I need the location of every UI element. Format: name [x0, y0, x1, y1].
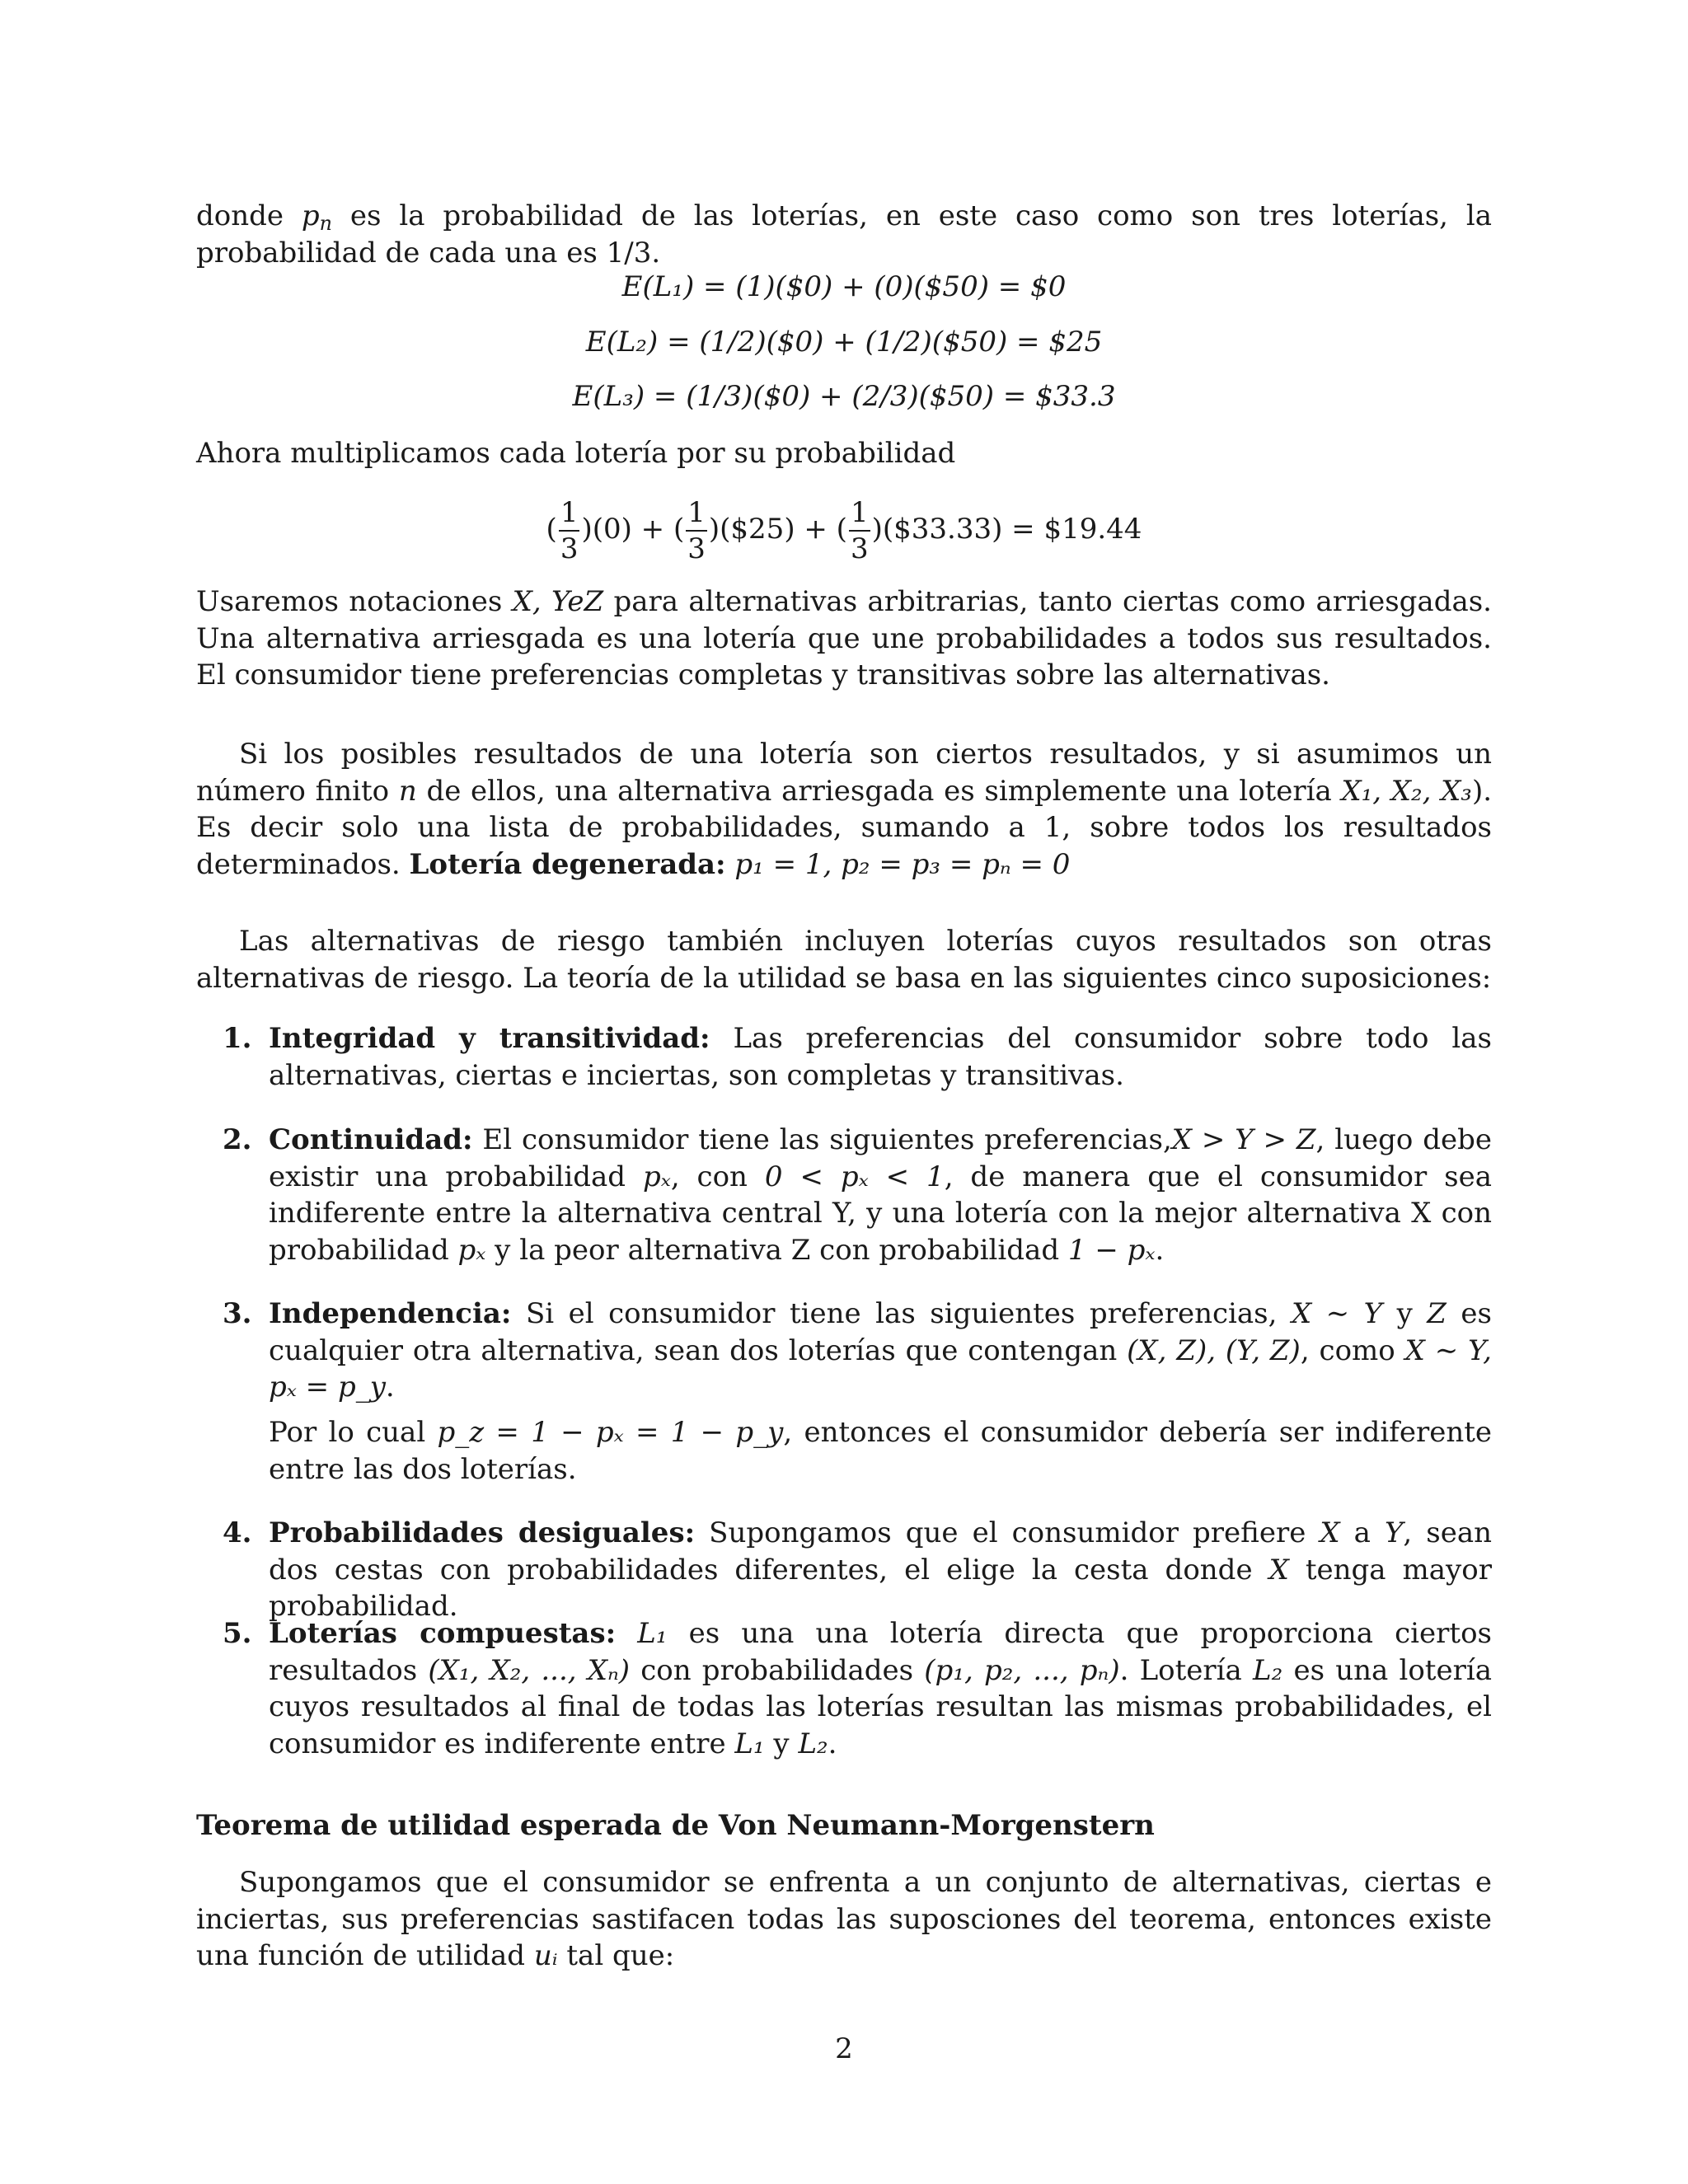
math-var: n — [398, 774, 417, 808]
section-heading: Teorema de utilidad esperada de Von Neumann-Morgenstern — [196, 1809, 1155, 1842]
equation-l1: E(L₁) = (1)($0) + (0)($50) = $0 — [621, 270, 1067, 303]
list-item-independence-continued: Por lo cual p_z = 1 − pₓ = 1 − p_y, entonces el consumidor debería ser indiferente entre las dos loterías. — [269, 1416, 1492, 1486]
math-formula: p₁ = 1, p₂ = p₃ = pₙ = 0 — [734, 847, 1071, 881]
math-var: X, YeZ — [512, 585, 604, 618]
multiply-paragraph: Ahora multiplicamos cada lotería por su probabilidad — [196, 437, 956, 470]
text-span: es la probabilidad de las loterías, en este caso como son tres loterías, la probabilidad de cada una es 1/3. — [196, 199, 1493, 269]
equation-l3: E(L₃) = (1/3)($0) + (2/3)($50) = $33.3 — [572, 380, 1116, 413]
risk-paragraph: Las alternativas de riesgo también incluyen loterías cuyos resultados son otras alternativas de riesgo. La teoría de la utilidad se basa en las siguientes cinco suposiciones: — [196, 925, 1492, 995]
text-span: donde — [196, 199, 302, 232]
fraction: $\frac{1}{3}$ — [850, 496, 869, 565]
math-var: X₁, X₂, X₃ — [1341, 774, 1472, 808]
math-var: $p_n$ — [301, 199, 332, 235]
intro-paragraph — [196, 198, 1492, 271]
bold-term: Lotería degenerada: — [409, 847, 726, 881]
weighted-sum-equation: ( $\frac{1}{3}$ )(0) + ( $\frac{1}{3}$ )($25) + ( $\frac{1}{3}$ )($33.33) = $19.44 — [546, 496, 1142, 565]
fraction: $\frac{1}{3}$ — [687, 496, 706, 565]
page-number: 2 — [835, 2032, 853, 2065]
equation-l2: E(L₂) = (1/2)($0) + (1/2)($50) = $25 — [585, 326, 1103, 359]
notation-paragraph: Usaremos notaciones X, YeZ para alternativas arbitrarias, tanto ciertas como arriesgadas. Una alternativa arriesgada es una lotería que une probabilidades a todos sus resultados. El consumidor tiene preferencias completas y transitivas sobre las alternativas. — [196, 585, 1492, 691]
list-item-unequal-probabilities: 4. Probabilidades desiguales: Supongamos que el consumidor prefiere X a Y, sean dos cestas con probabilidades diferentes, el elige la cesta donde X tenga mayor probabilidad. — [223, 1516, 1492, 1623]
math-var: uᵢ — [533, 1939, 558, 1972]
outcomes-paragraph: Si los posibles resultados de una lotería son ciertos resultados, y si asumimos un número finito n de ellos, una alternativa arriesgada es simplemente una lotería X₁, X₂, X₃). Es decir solo una lista de probabilidades, sumando a 1, sobre todos los resultados determinados. Lotería degenerada: p₁ = 1, p₂ = p₃ = pₙ = 0 — [196, 738, 1493, 881]
list-item-independence: 3. Independencia: Si el consumidor tiene las siguientes preferencias, X ∼ Y y Z es cualquier otra alternativa, sean dos loterías que contengan (X, Z), (Y, Z), como X ∼ Y, pₓ = p_y. — [223, 1297, 1492, 1404]
theorem-paragraph: Supongamos que el consumidor se enfrenta a un conjunto de alternativas, ciertas e inciertas, sus preferencias sastifacen todas las suposciones del teorema, entonces existe una función de utilidad uᵢ tal que: — [196, 1866, 1492, 1972]
list-item-integrity: 1. Integridad y transitividad: Las preferencias del consumidor sobre todo las alternativas, ciertas e inciertas, son completas y transitivas. — [223, 1022, 1492, 1092]
fraction: $\frac{1}{3}$ — [560, 496, 579, 565]
list-item-continuity: 2. Continuidad: El consumidor tiene las siguientes preferencias,X > Y > Z, luego debe existir una probabilidad pₓ, con 0 < pₓ < 1, de manera que el consumidor sea indiferente entre la alternativa central Y, y una lotería con la mejor alternativa X con probabilidad pₓ y la peor alternativa Z con probabilidad 1 − pₓ. — [223, 1123, 1492, 1267]
list-item-compound-lotteries: 5. Loterías compuestas: L₁ es una una lotería directa que proporciona ciertos resultados (X₁, X₂, ..., Xₙ) con probabilidades (p₁, p₂, ..., pₙ). Lotería L₂ es una lotería cuyos resultados al final de todas las loterías resultan las mismas probabilidades, el consumidor es indiferente entre L₁ y L₂. — [223, 1617, 1492, 1760]
